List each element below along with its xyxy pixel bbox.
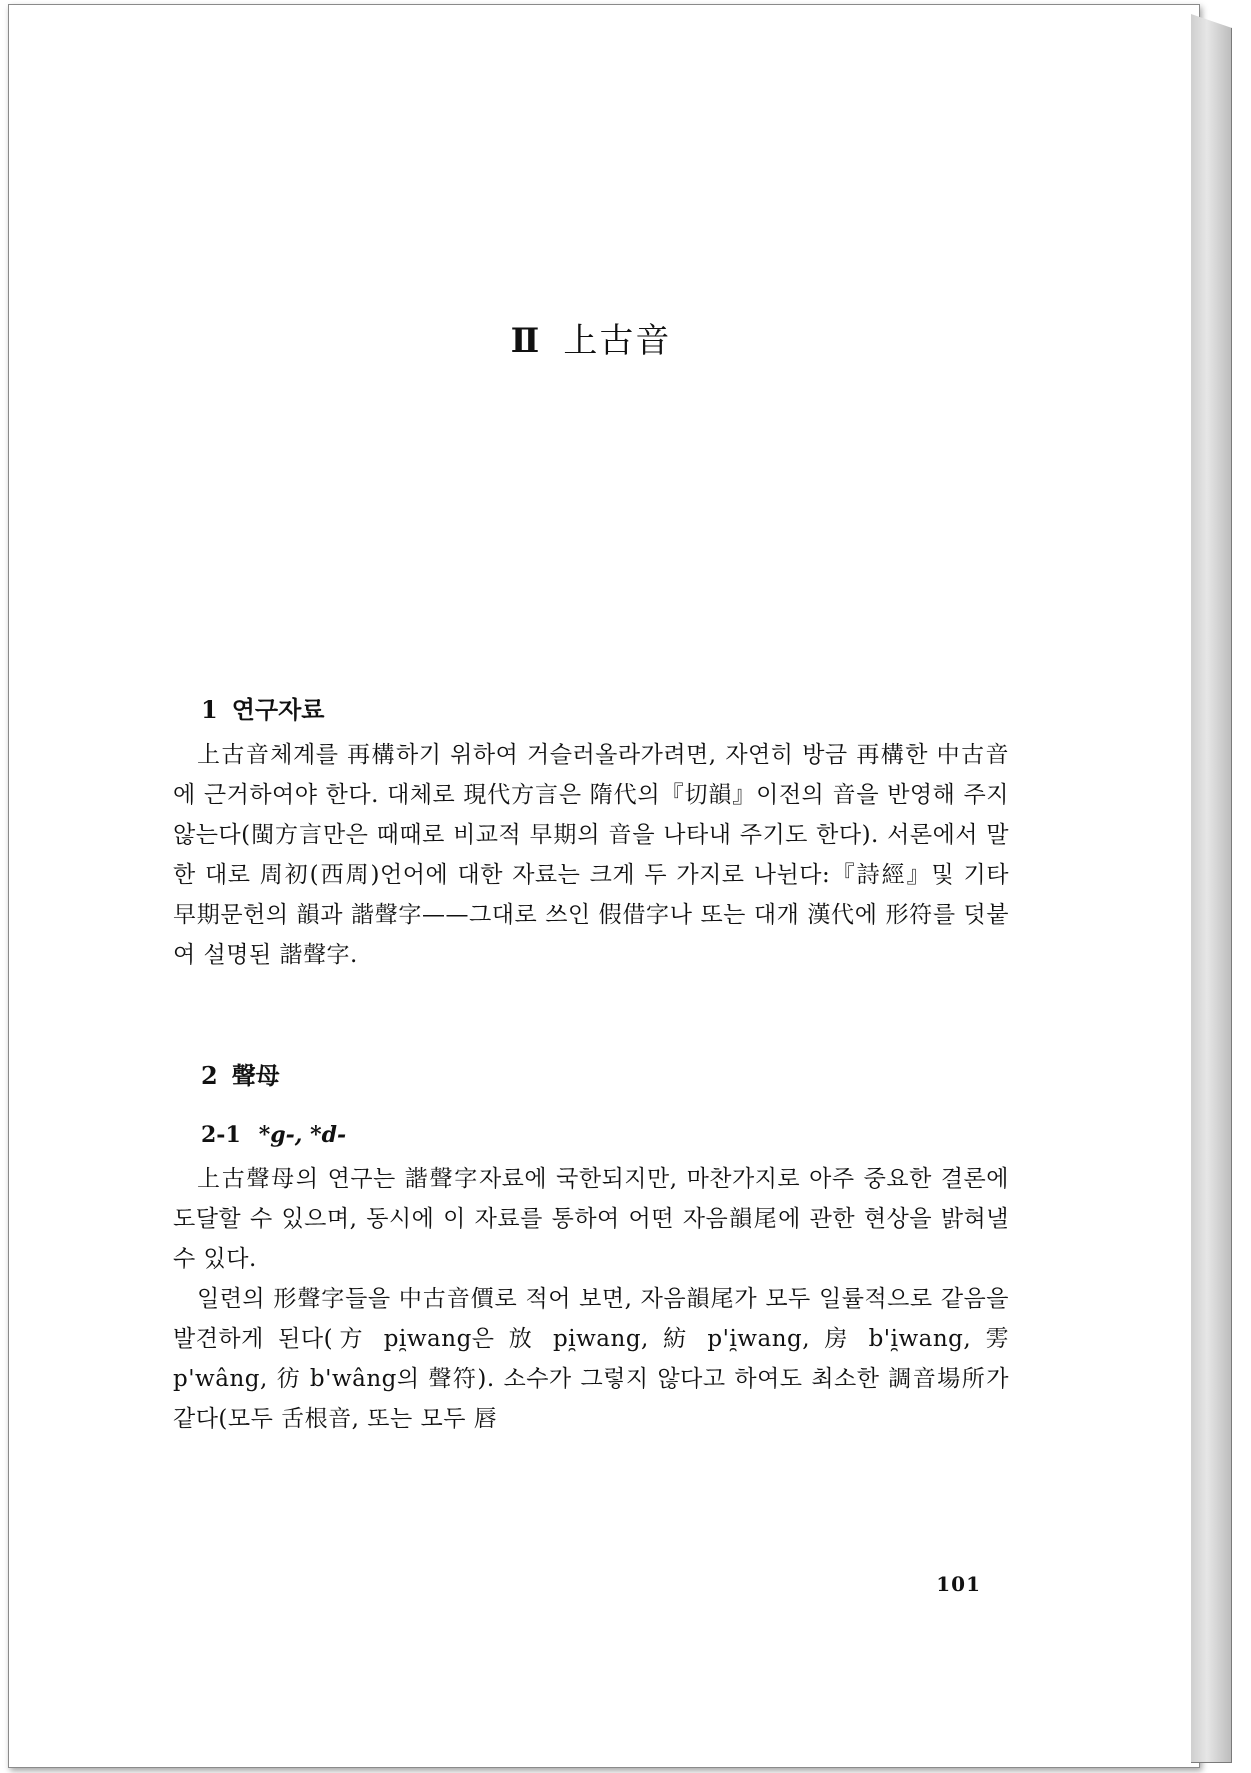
- paragraph-initials-intro: 上古聲母의 연구는 諧聲字자료에 국한되지만, 마찬가지로 아주 중요한 결론에 도달할 수 있으며, 동시에 이 자료를 통하여 어떤 자음韻尾에 관한 현상을 밝혀낼 수 있다.: [173, 1166, 1009, 1272]
- section-heading-2: [201, 1056, 280, 1091]
- chapter-title: [171, 313, 1011, 362]
- section-number: 1: [201, 695, 218, 724]
- section-number: 2: [201, 1061, 218, 1090]
- section-title: 연구자료: [231, 695, 325, 724]
- subsection-number: 2-1: [201, 1122, 241, 1148]
- subsection-title: *g-, *d-: [258, 1122, 347, 1148]
- page-edge: [1191, 14, 1232, 1763]
- chapter-number: Ⅱ: [510, 321, 542, 361]
- subsection-heading: [201, 1122, 346, 1148]
- section-title: 聲母: [231, 1061, 280, 1090]
- paragraph-phonetic-series: 일련의 形聲字들을 中古音價로 적어 보면, 자음韻尾가 모두 일률적으로 같음을 발견하게 된다(方 pi̯wang은 放 pi̯wang, 紡 p'i̯wang, 房 b'i̯wang, 雱 p'wâng, 彷 b'wâng의 聲符). 소수가 그렇지 않다고 하여도 최소한 調音場所가 같다(모두 舌根音, 또는 모두 唇: [173, 1286, 1009, 1432]
- page-number: 101: [936, 1572, 981, 1596]
- section-heading-1: [201, 690, 324, 725]
- paragraph-research-materials: 上古音체계를 再構하기 위하여 거슬러올라가려면, 자연히 방금 再構한 中古音에 근거하여야 한다. 대체로 現代方言은 隋代의『切韻』이전의 音을 반영해 주지 않는다(閩方言만은 때때로 비교적 早期의 音을 나타내 주기도 한다). 서론에서 말한 대로 周初(西周)언어에 대한 자료는 크게 두 가지로 나뉜다:『詩經』및 기타 早期문헌의 韻과 諧聲字——그대로 쓰인 假借字나 또는 대개 漢代에 形符를 덧붙여 설명된 諧聲字.: [173, 742, 1009, 968]
- book-page: [8, 4, 1200, 1768]
- chapter-title-text: 上古音: [563, 321, 672, 361]
